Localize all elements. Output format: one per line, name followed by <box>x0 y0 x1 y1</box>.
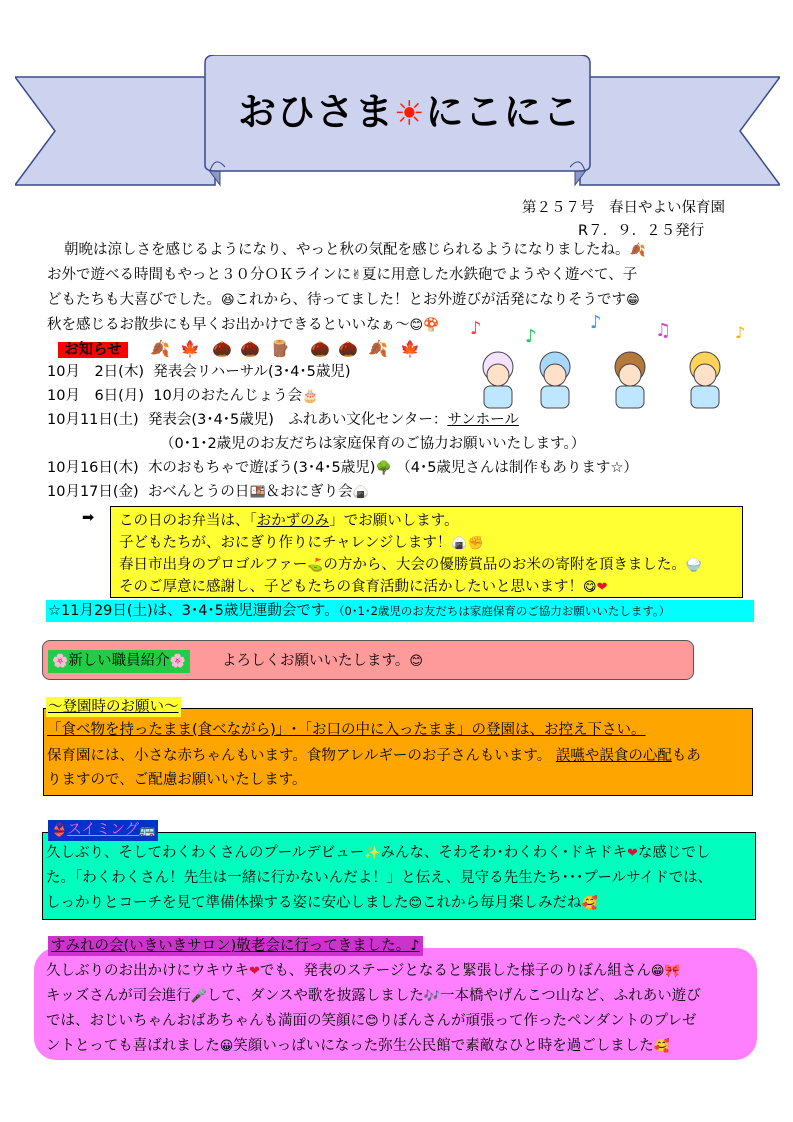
swimming-line-2: た。「わくわくさん！先生は一緒に行かないんだよ！」と伝え、見守る先生たち･･･プールサイドでは、 <box>46 870 713 886</box>
peace-hand-icon: ✌ <box>351 268 362 283</box>
cake-icon: 🎂 <box>302 389 319 404</box>
svg-text:🪵: 🪵 <box>270 339 290 358</box>
swimsuit-icon: 👙 <box>51 823 68 838</box>
mushroom-icon: 🍄 <box>423 318 440 333</box>
svg-text:🍁: 🍁 <box>400 339 420 358</box>
issue-date: R７．９．２５発行 <box>578 223 705 239</box>
flower-icon: 🌸 <box>169 654 186 669</box>
svg-text:🌰: 🌰 <box>310 339 330 358</box>
intro-line-4: 秋を感じるお散歩にも早くお出かけできるといいなぁ～😊🍄 <box>47 315 439 336</box>
svg-text:♫: ♫ <box>655 320 672 341</box>
microphone-icon: 🎤 <box>190 989 207 1004</box>
lunch-notice-box: この日のお弁当は、「おかずのみ」でお願いします。 子どもたちが、おにぎり作りにチャレンジします！🍙✊ 春日市出身のプロゴルファー⛳の方から、大会の優勝賞品のお米の寄附を頂きました。🍚 そのご厚意に感謝し、子どもたちの食育活動に活かしたいと思います！😋❤ <box>110 506 743 598</box>
intro-line-1: 朝晩は涼しさを感じるようになり、やっと秋の気配を感じられるようになりましたね。🍂 <box>64 240 646 261</box>
heart-face-icon: 🥰 <box>653 1039 670 1054</box>
bento-icon: 🍱 <box>249 485 266 500</box>
svg-text:🌰: 🌰 <box>240 339 260 358</box>
title-right: にこにこ <box>425 90 582 134</box>
music-notes-icon: 🎶 <box>423 989 441 1004</box>
smile-face-icon: 😊 <box>408 896 423 911</box>
svg-text:🌰: 🌰 <box>338 339 358 358</box>
pickup-label: ～登園時のお願い～ <box>48 699 179 715</box>
flower-icon: 🌸 <box>52 654 69 669</box>
event-row: 10月 6日(月) 10月のおたんじょう会🎂 <box>47 386 318 407</box>
heart-icon: ❤ <box>596 580 608 595</box>
leaf-icon: 🍂 <box>629 243 646 258</box>
sparkle-icon: ✨ <box>364 846 381 861</box>
swimming-label: 👙スイミング🚌 <box>48 820 158 841</box>
svg-text:🍂: 🍂 <box>368 339 388 358</box>
smile-face-icon: 😊 <box>365 1014 379 1029</box>
event-row: 10月17日(金) おべんとうの日🍱＆おにぎり会🍙 <box>47 482 369 503</box>
svg-text:🍂: 🍂 <box>150 339 170 358</box>
bus-icon: 🚌 <box>139 823 156 838</box>
heart-icon: ❤ <box>249 964 260 979</box>
children-illustration <box>470 312 760 412</box>
svg-text:♪: ♪ <box>735 323 746 342</box>
happy-face-icon: 😀 <box>219 1039 234 1054</box>
heart-icon: ❤ <box>626 846 638 861</box>
music-note-icon: ♪ <box>470 318 482 339</box>
event-row: 10月11日(土) 発表会(3･4･5歳児) ふれあい文化センター：サンホール <box>47 412 519 428</box>
rice-bowl-icon: 🍚 <box>685 558 703 573</box>
autumn-leaves-decoration <box>150 336 440 360</box>
ribbon-icon: 🎀 <box>664 964 681 979</box>
yum-face-icon: 😋 <box>583 580 597 595</box>
intro-line-3: どもたちも大喜びでした。😆これから、待ってました！とお外遊びが活発になりそうです😁 <box>47 290 640 311</box>
event-row: （0･1･2歳児のお友だちは家庭保育のご協力お願いいたします。） <box>160 436 586 452</box>
title-left: おひさま <box>238 90 395 134</box>
sun-icon: ☀ <box>394 94 426 134</box>
event-row: 10月16日(木) 木のおもちゃで遊ぼう(3･4･5歳児)🌳 （4･5歳児さんは制作もあります☆） <box>47 458 638 479</box>
issue-number: 第２５７号 春日やよい保育園 <box>522 200 725 216</box>
heart-face-icon: 🥰 <box>581 896 598 911</box>
elderly-line-3: では、おじいちゃんおばあちゃんも満面の笑顔に😊りぼんさんが頑張って作ったペンダントのプレゼ <box>46 1011 697 1032</box>
tree-icon: 🌳 <box>375 461 392 476</box>
intro-line-2: お外で遊べる時間もやっと３０分ＯＫラインに✌夏に用意した水鉄砲でようやく遊べて、子 <box>47 265 637 286</box>
grin-face-icon: 😁 <box>650 964 665 979</box>
new-staff-text: よろしくお願いいたします。😊 <box>222 651 423 672</box>
notice-heading-row <box>58 340 128 360</box>
happy-face-icon: 😊 <box>409 318 424 333</box>
pickup-line-2: 保育園には、小さな赤ちゃんもいます。食物アレルギーのお子さんもいます。 誤嚥や誤食の心配もあ <box>47 748 701 764</box>
rice-ball-icon: 🍙 <box>352 485 369 500</box>
swimming-line-1: 久しぶり、そしてわくわくさんのプールデビュー✨みんな、そわそわ･わくわく･ドキドキ❤な感じでし <box>46 843 710 864</box>
svg-text:♪: ♪ <box>525 326 537 347</box>
notice-heading: お知らせ <box>58 342 128 358</box>
svg-text:🌰: 🌰 <box>212 339 232 358</box>
arrow-icon: ➡ <box>82 510 95 526</box>
elderly-line-4: ントとっても喜ばれました😀笑顔いっぱいになった弥生公民館で素敵なひと時を過ごしました🥰 <box>46 1036 670 1057</box>
svg-text:♪: ♪ <box>590 312 602 333</box>
hand-icon: ✊ <box>467 536 484 551</box>
smile-face-icon: 😊 <box>409 654 423 669</box>
elderly-label: すみれの会(いきいきサロン)敬老会に行ってきました。♪ <box>48 936 423 956</box>
swimming-line-3: しっかりとコーチを見て準備体操する姿に安心しました😊これから毎月楽しみだね🥰 <box>46 893 598 914</box>
new-staff-label: 🌸新しい職員紹介🌸 <box>48 650 190 673</box>
smile-face-icon: 😁 <box>626 293 640 308</box>
golf-icon: ⛳ <box>307 558 324 573</box>
rice-ball-icon: 🍙 <box>451 536 468 551</box>
elderly-line-1: 久しぶりのお出かけにウキウキ❤でも、発表のステージとなると緊張した様子のりぼん組さん😁🎀 <box>46 961 681 982</box>
pickup-line-1: 「食べ物を持ったまま(食べながら)」･「お口の中に入ったまま」の登園は、お控え下さい。 <box>47 722 646 738</box>
sports-day-text: ☆11月29日(土)は、3･4･5歳児運動会です。（0･1･2歳児のお友だちは家庭保育のご協力お願いいたします。） <box>48 603 671 619</box>
event-row: 10月 2日(木) 発表会リハーサル(3･4･5歳児) <box>47 364 351 380</box>
svg-text:🍁: 🍁 <box>180 339 200 358</box>
elderly-line-2: キッズさんが司会進行🎤して、ダンスや歌を披露しました🎶一本橋やげんこつ山など、ふれあい遊び <box>46 986 701 1007</box>
grin-face-icon: 😆 <box>221 293 235 308</box>
newsletter-title <box>238 90 582 136</box>
pickup-line-3: りますので、ご配慮お願いいたします。 <box>47 772 307 788</box>
